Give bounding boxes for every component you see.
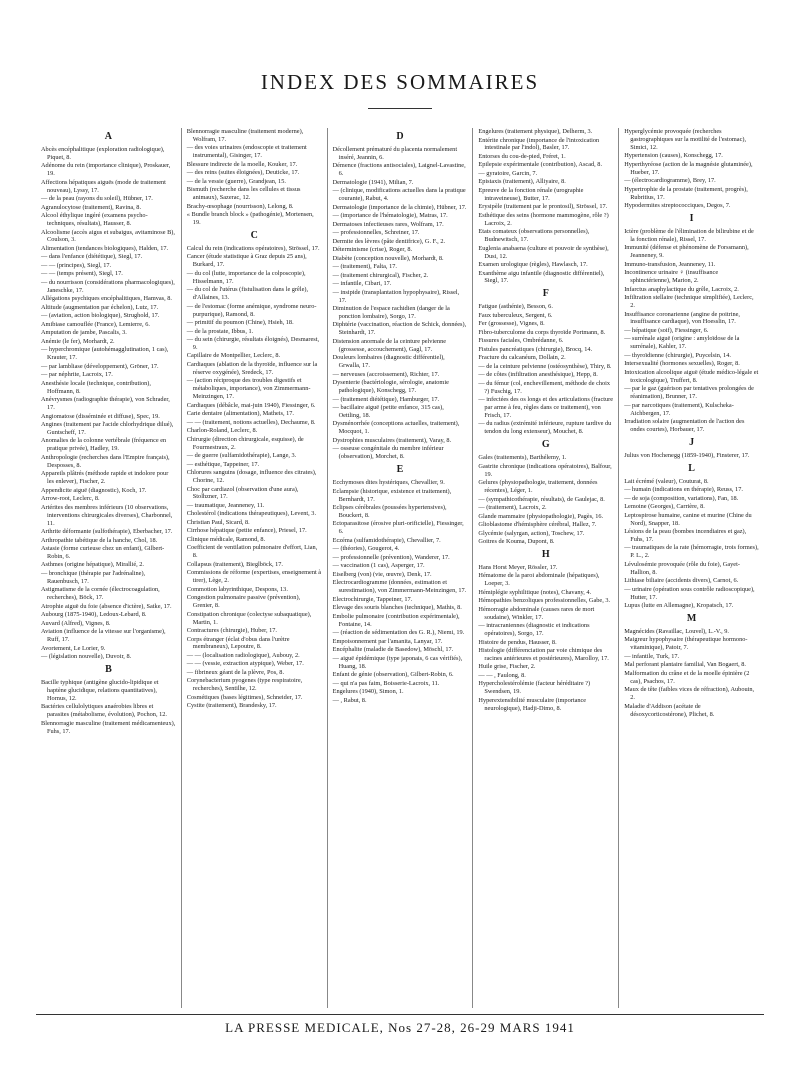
index-entry: — (traitement), Lacroix, 2. [478, 504, 547, 511]
index-entry: — de la prostate, Ibbus, 1. [186, 327, 254, 335]
index-column [618, 128, 764, 1008]
index-entry: — de l'estomac (forme anémique, syndrome neuro-purpurique), Ramond, 8. [186, 302, 317, 318]
index-entry: Fibro-tuberculome du corps thyroïde Portmann, 8. [478, 328, 606, 336]
index-entry: Hyperglycémie provoquée (recherches gastrographiques sur la motilité de l'estomac), Simici, 12. [624, 128, 747, 151]
index-entry: Hypercholestérolémie (facteur héréditaire ?) Swendsen, 19. [478, 680, 591, 696]
index-entry: Elevage des souris blanches (technique), Mathis, 8. [332, 604, 462, 612]
index-entry: Diabète (conception nouvelle), Morhardt, 8. [332, 254, 444, 262]
index-entry: — — (localisation radiologique), Aubouy, 2. [186, 651, 300, 659]
index-entry: — du fémur (col, enchevillement, méthode de choix ?) Fuschig, 17. [478, 379, 611, 395]
index-entry: Malformation du crâne et de la moelle épinière (2 cas), Psachos, 17. [624, 669, 750, 685]
index-entry: Cosmétiques (bases légitimes), Schneider, 17. [186, 693, 303, 701]
index-entry: Entérite chronique (importance de l'intoxication intestinale par l'indol), Basler, 17. [478, 136, 600, 152]
index-entry: — de côtes (infiltration anesthésique), Hepp, 8. [478, 371, 598, 379]
section-letter: F [542, 288, 549, 300]
index-entry: — par narcotiques (traitement), Kulscheka-Aichbergen, 17. [624, 401, 734, 417]
index-entry: Abcès encéphalitique (exploration radiologique), Piquet, 8. [41, 145, 165, 161]
index-entry: — par le gaz (guérison par tentatives prolongées de réanimation), Brunner, 17. [624, 385, 754, 401]
index-entry: — bacillaire aiguë (petite enfance, 315 cas), Oettling, 18. [332, 404, 444, 419]
section-letter: D [396, 131, 404, 142]
index-entry: Glycémie (salyrgan, action), Toschew, 17. [478, 529, 585, 537]
index-entry: Gales (traitements), Barthélemy, 1. [478, 454, 567, 462]
index-entry: Dystrophies musculaires (traitement), Varay, 8. [332, 436, 452, 444]
index-column [472, 128, 618, 1008]
index-entry: Julius von Hochenegg (1859-1940), Finsterer, 17. [624, 451, 750, 459]
index-entry: Cardiaques (débâcle, mai-juin 1940), Fiessinger, 6. [186, 401, 316, 409]
index-entry: Immuno-transfusion, Jeanneney, 11. [624, 260, 716, 268]
index-entry: — de la ceinture pelvienne (ostéosynthèse), Thiry, 8. [478, 362, 612, 370]
index-entry: Exanthème aigu infantile (diagnostic différentiel), Siegl, 17. [478, 269, 605, 285]
index-entry: — infantile, Turk, 17. [624, 652, 680, 660]
index-entry: Lévulosémie provoquée (rôle du foie), Gayet-Hallion, 8. [624, 560, 740, 576]
index-entry: Appareils plâtrés (méthode rapide et indolore pour les enlever), Fischer, 2. [41, 470, 169, 486]
index-entry: — par néphrite, Lacroix, 17. [41, 371, 113, 379]
index-column [181, 128, 327, 1008]
index-entry: Astigmatisme de la cornée (électrocoagulation, recherches), Böck, 17. [41, 586, 160, 602]
index-entry: — bronchique (thérapie par l'adrénaline), Rauenbusch, 17. [41, 569, 146, 585]
index-entry: Dysménorrhée (conceptions actuelles, traitement), Mocquot, 1. [332, 420, 460, 436]
index-entry: Auvard (Alfred), Vignes, 8. [41, 619, 111, 627]
index-entry: Arthropathie tabétique de la hanche, Chol, 18. [41, 536, 158, 544]
index-entry: Hypodermites streptococciques, Degos, 7. [624, 202, 731, 210]
index-entry: Dermite des lèvres (pâte dentifrice), G. F., 2. [332, 237, 446, 245]
index-entry: Anomalies de la colonne vertébrale (fréquence en pratique privée), Hadley, 19. [41, 437, 167, 453]
index-entry: Aviation (influence de la vitesse sur l'organisme), Ruff, 17. [41, 628, 166, 644]
index-entry: — par lambliase (développement), Gröner, 17. [41, 362, 159, 370]
index-entry: — des voies urinaires (endoscopie et traitement instrumental), Gisinger, 17. [186, 144, 307, 160]
index-entry: Electrochirurgie, Tappeiner, 17. [332, 595, 413, 603]
index-entry: Diphtérie (vaccination, réaction de Schick, données), Steinhardt, 17. [332, 321, 467, 337]
index-entry: Faux tuberculeux, Sergent, 6. [478, 311, 553, 319]
index-entry: Hyperextensibilité musculaire (importance neurologique), Hadji-Dimo, 8. [478, 696, 587, 712]
index-entry: Glande mammaire (physiopathologie), Pagès, 16. [478, 512, 604, 520]
index-entry: « Bundle branch block » (pathogénie), Mortensen, 19. [186, 211, 314, 227]
index-entry: Appendicite aiguë (diagnostic), Koch, 17. [41, 486, 147, 494]
index-entry: — de soja (composition, variations), Fan, 18. [624, 494, 739, 502]
index-entry: Fracture du calcanéum, Dollain, 2. [478, 354, 566, 362]
index-entry: Maigreur hypophysaire (thérapeutique hormono-vitaminique), Patoir, 7. [624, 636, 748, 652]
index-entry: Constipation chronique (colectyse subaquatique), Martin, 1. [186, 610, 312, 626]
index-entry: — professionnelles, Schreiner, 17. [332, 229, 420, 237]
index-entry: Histoire de pendus, Hausser, 8. [478, 638, 557, 646]
index-entry: — fibrineux géant de la plèvre, Pos, 8. [186, 668, 285, 676]
index-entry: Arrow-root, Leclerc, 8. [41, 495, 100, 503]
index-entry: Lithiase biliaire (accidents divers), Carnot, 6. [624, 577, 739, 585]
index-entry: Cystite (traitement), Brandesky, 17. [186, 702, 277, 710]
index-entry: — — (vessie, extraction atypique), Weber, 17. [186, 660, 304, 668]
index-entry: Hématome de la paroi abdominale (hépatiques), Loeper, 3. [478, 572, 600, 588]
section-letter: E [396, 464, 404, 476]
index-entry: Ectoparasitose (érosive pluri-orificielle), Fiessinger, 6. [332, 520, 464, 536]
index-entry: Goitres de Kouma, Dupont, 8. [478, 538, 555, 545]
index-entry: Infarctus anaphylactique du grêle, Lacroix, 2. [624, 285, 739, 293]
index-entry: — du radius (extrémité inférieure, rupture tardive du tendon du long extenseur), Mouchet, 8. [478, 420, 612, 436]
index-entry: Esthétique des seins (hormone mammogène, rôle ?) Lacroix, 2. [478, 211, 609, 227]
index-entry: Epistaxis (traitement), Alliyaire, 8. [478, 178, 566, 186]
index-entry: Cholestérol (indications thérapeutiques), Levent, 3. [186, 510, 317, 518]
index-entry: — — (traitement, notions actuelles), Dechaume, 8. [186, 418, 316, 426]
index-entry: Décollement prématuré du placenta normalement inséré, Jeannin, 6. [332, 145, 458, 161]
index-entry: Eczéma (sulfamidothérapie), Chevallier, 7. [332, 536, 441, 544]
index-entry: — du col de l'utérus (fistulisation dans le grêle), d'Allaines, 13. [186, 286, 309, 302]
index-entry: — surrénale aiguë (origine : amyloïdose de la surrénale), Kahler, 17. [624, 335, 740, 351]
section-letter: J [689, 436, 695, 448]
index-entry: Allégations psychiques encéphalitiques, Hamvas, 8. [41, 295, 172, 303]
index-entry: Lemoine (Georges), Carrière, 8. [624, 503, 705, 511]
page-footer: LA PRESSE MEDICALE, Nos 27-28, 26-29 MARS 1941 [225, 1020, 575, 1035]
index-entry: — insipide (transplantation hypophysaire), Rissel, 17. [332, 288, 460, 304]
index-entry: — (traitement diététique), Hamburger, 17. [332, 395, 440, 403]
index-entry: Engelures (1940), Simon, 1. [332, 688, 404, 696]
index-entry: Cancer (étude statistique à Graz depuis 25 ans), Burkard, 17. [186, 253, 307, 269]
index-entry: Altitude (augmentation par échelon), Lutz, 17. [41, 303, 159, 311]
index-entry: Atrophie aiguë du foie (absence d'ictère), Satke, 17. [41, 602, 172, 610]
index-entry: Alimentation (tendances biologiques), Halden, 17. [41, 244, 169, 252]
index-entry: Eclampsie (historique, existence et traitement), Bernhardt, 17. [332, 487, 452, 503]
index-entry: Fistules pancréatiques (chirurgie), Brocq, 14. [478, 345, 593, 353]
index-entry: Aubourg (1875-1940), Ledoux-Lebard, 8. [41, 611, 147, 619]
index-entry: Commotion labyrinthique, Despons, 13. [186, 585, 288, 593]
index-entry: Immunité (défense et phénomène de Forssmann), Jeanneney, 9. [624, 244, 749, 260]
index-entry: Hémorragie abdominale (causes rares de mort soudaine), Winkler, 17. [478, 605, 595, 621]
index-entry: — — (temps présent), Siegl, 17. [41, 270, 123, 278]
index-entry: Anémie (le fer), Morhardt, 2. [41, 337, 115, 345]
index-entry: Hypertrophie de la prostate (traitement, progrès), Rubritius, 17. [624, 185, 748, 201]
index-entry: Hémiplégie syphilitique (notes), Chavany, 4. [478, 588, 592, 596]
index-entry: — osseuse congénitale du membre inférieur (observation), Morchet, 8. [332, 445, 444, 461]
index-entry: Distension anormale de la ceinture pelvienne (grossesse, accouchement), Gagl, 17. [332, 337, 447, 353]
section-letter: L [688, 462, 695, 474]
index-entry: — infectées des os longs et des articulations (fracture par arme à feu, règles dans ce traitement), von Frisch, 17. [478, 396, 614, 419]
index-entry: Angines (traitement par l'acide chlorhydrique dilué), Guntscheff, 17. [41, 421, 174, 436]
index-entry: Histologie (différenciation par voie chimique des racines antérieures et postérieures), Marolloy, 17. [478, 647, 609, 662]
page-title: INDEX DES SOMMAIRES [260, 70, 540, 94]
index-entry: Infiltration stellaire (technique simplifiée), Leclerc, 2. [624, 294, 754, 310]
index-entry: Huile grise, Fischer, 2. [478, 663, 536, 671]
index-entry: Examen urologique (règles), Hawlasch, 17. [478, 261, 588, 269]
index-entry: Etats comateux (observations personnelles), Budnewitsch, 17. [478, 228, 590, 244]
index-entry: Hypertension (causes), Konschegg, 17. [624, 152, 723, 160]
index-entry: Embolie pulmonaire (contribution expérimentale), Fontaine, 14. [332, 612, 460, 628]
index-entry: Fer (grossesse), Vignes, 8. [478, 320, 545, 328]
index-entry: Engelures (traitement physique), Delherm, 3. [478, 128, 593, 135]
index-entry: Erysipèle (traitement par le prontosil), Strössel, 17. [478, 203, 608, 211]
index-entry: — (sympathicothérapie, résultats), de Gaulejac, 8. [478, 495, 605, 503]
index-entry: Alcool éthylique ingéré (examens psycho-techniques, résultats), Hausser, 8. [41, 212, 148, 228]
section-letter: I [689, 213, 694, 225]
index-entry: — aiguë épidémique (type japonais, 6 cas vérifiés), Huang, 18. [332, 654, 463, 670]
index-entry: — (théories), Gougerot, 4. [332, 545, 400, 553]
index-entry: — hépatique (soif), Fiessinger, 6. [624, 326, 709, 334]
index-entry: — (aviation, action biologique), Strughold, 17. [41, 312, 160, 320]
index-entry: Eclipses cérébrales (poussées hypertensives), Bouckert, 8. [332, 504, 447, 519]
index-entry: Magnécides (Ravaillac, Louvel), L.-V., 9. [624, 627, 729, 635]
index-entry: — (action réciproque des troubles digestifs et métaboliques, importance), von Zimmermann-Meinzingen, 17. [186, 377, 311, 401]
index-entry: — (traitement chirurgical), Fischer, 2. [332, 271, 429, 279]
index-entry: Clinique médicale, Ramond, 8. [186, 535, 266, 543]
index-entry: Amputation de jambe, Pascalis, 3. [41, 329, 127, 337]
index-entry: — nerveuses (accroissement), Richter, 17. [332, 370, 440, 378]
index-entry: Calcul du rein (indications opératoires), Strössel, 17. [186, 244, 320, 252]
index-entry: Anévrysmes (radiographie thérapie), von Schrader, 17. [41, 396, 170, 412]
index-entry: Irradiation solaire (augmentation de l'action des ondes courtes), Horbauer, 17. [624, 418, 745, 433]
index-entry: — (traitement), Falta, 17. [332, 263, 397, 271]
index-entry: Asthmes (origine hépatique), Mirallié, 2. [41, 561, 144, 569]
index-entry: Christian Paul, Sicard, 8. [186, 518, 250, 526]
index-entry: Intersexualité (hormones sexuelles), Roger, 8. [624, 360, 740, 368]
index-entry: — hyperchromique (autohémagglutination, 1 cas), Krauter, 17. [41, 346, 169, 362]
index-entry: Glioblastome d'hémisphère cérébral, Hallez, 7. [478, 521, 597, 528]
index-entry: — professionnelle (prévention), Wanderer, 17. [332, 553, 450, 561]
index-entry: — thyroïdienne (chirurgie), Puycelsin, 14. [624, 351, 731, 359]
index-entry: — de guerre (sulfamidothérapie), Lange, 3. [186, 452, 297, 460]
index-entry: Collapsus (traitement), Bieglböck, 17. [186, 560, 283, 568]
index-entry: Ecchymoses dites hystériques, Chevallier, 9. [332, 479, 445, 487]
index-entry: — intracraniennes (diagnostic et indications opératoires), Sorgo, 17. [478, 622, 590, 638]
index-entry: Leptospirose humaine, canine et murine (Chine du Nord), Snapper, 18. [624, 511, 752, 527]
index-entry: Dermatoses infectieuses rares, Wolfram, 17. [332, 220, 444, 228]
index-entry: Electrocardiogramme (données, estimation et surestimation), von Zimmermann-Meinzingen, 17. [332, 579, 467, 595]
index-entry: Corynebacterium pyogenes (type respiratoire, recherches), Sentilhe, 12. [186, 677, 303, 693]
index-entry: — dans l'enfance (diététique), Siegl, 17. [41, 253, 143, 261]
index-entry: Encéphalite (maladie de Basedow), Möschl, 17. [332, 646, 454, 654]
index-entry: — primitif du poumon (Chine), Hsieh, 18. [186, 319, 294, 327]
index-entry: Chlorures sanguins (dosage, influence des citrates), Chorine, 12. [186, 469, 317, 484]
index-entry: Choc par cardiazol (observation d'une aura), Stolhzner, 17. [186, 485, 299, 501]
section-letter: G [541, 439, 550, 451]
index-entry: Maux de tête (faibles vices de réfraction), Aubouin, 2. [624, 686, 755, 702]
index-entry: Alcoolisme (accès aigus et subaigus, avitaminose B), Coulson, 3. [41, 228, 175, 244]
index-entry: Affections hépatiques aiguës (mode de traitement nouveau), Lyssy, 17. [41, 178, 166, 194]
index-entry: Fissures faciales, Ombrédanne, 6. [478, 337, 564, 345]
index-entry: Maladie d'Addison (acétate de désoxycorticostérone), Plichet, 8. [624, 702, 715, 718]
index-entry: — urinaire (opération sous contrôle radioscopique), Hutter, 17. [624, 585, 755, 601]
index-entry: Brachy-œsophage (nourrisson), Lelong, 8. [186, 202, 294, 210]
section-letter: M [686, 613, 697, 625]
index-entry: Douleurs lombaires (diagnostic différentiel), Grwalla, 17. [332, 354, 445, 370]
index-entry: Dermatologie (importance de la chimie), Hübner, 17. [332, 203, 467, 211]
index-entry: Agranulocytose (traitement), Ravina, 8. [41, 203, 142, 211]
index-entry: Capillaire de Montpellier, Leclerc, 8. [186, 352, 281, 360]
index-entry: Adénome du rein (importance clinique), Proskauer, 19. [41, 162, 171, 178]
index-entry: Contractures (chirurgie), Huber, 17. [186, 627, 278, 635]
index-entry: Lupus (lutte en Allemagne), Kropatsch, 17. [624, 602, 734, 610]
index-entry: Empoisonnement par l'amanita, Lanyar, 17. [332, 637, 443, 645]
index-entry: Astasie (forme curieuse chez un enfant), Gilbert-Robin, 6. [41, 545, 165, 560]
index-entry: Mal perforant plantaire familial, Van Bogaert, 8. [624, 661, 746, 669]
index-entry: Dermatologie (1941), Milian, 7. [332, 178, 414, 186]
index-entry: Lésions de la peau (bombes incendiaires et gaz), Fuhs, 17. [624, 528, 747, 543]
index-entry: — de la peau (rayons du soleil), Hübner, 17. [41, 195, 153, 203]
index-entry: — des reins (suites éloignées), Deuticke, 17. [186, 169, 300, 177]
index-entry: Anesthésie locale (technique, contribution), Hoffmann, 8. [41, 379, 151, 395]
index-entry: Carie dentaire (alimentation), Matheis, 17. [186, 410, 294, 418]
index-entry: — traumatique, Jeanneney, 11. [186, 501, 265, 509]
index-column [327, 128, 473, 1008]
index-entry: Epreuve de la fonction rénale (urographie intraveineuse), Butter, 17. [478, 186, 584, 202]
index-entry: — (réaction de sédimentation des G. R.), Niemi, 19. [332, 629, 465, 637]
index-entry: Corps étranger (éclat d'obus dans l'urètre membraneux), Lepoutre, 8. [186, 635, 290, 651]
index-entry: — du nourrisson (considérations pharmacologiques), Janeschke, 17. [41, 278, 175, 294]
index-entry: Eiselberg (von) (vie, œuvre), Denk, 17. [332, 570, 432, 578]
footer-divider [36, 1014, 764, 1015]
index-column [36, 128, 181, 1008]
index-entry: Déterminisme (crise), Roger, 8. [332, 246, 413, 254]
index-entry: — qui n'a pas faim, Boisserie-Lacroix, 11. [332, 679, 440, 687]
index-entry: — — , Faulong, 8. [478, 671, 526, 679]
index-entry: Coefficient de ventilation pulmonaire d'effort, Lian, 8. [186, 544, 318, 560]
index-columns [36, 128, 764, 1008]
index-entry: — vaccination (1 cas), Asperger, 17. [332, 562, 425, 570]
index-entry: Enfant de génie (observation), Gilbert-Robin, 6. [332, 671, 454, 679]
index-entry: Hans Horst Meyer, Rössler, 17. [478, 563, 558, 571]
index-entry: Artérites des membres inférieurs (10 observations, interventions chirurgicales diverses), Charbonnel, 11. [41, 503, 173, 527]
index-entry: Angiomatose (disséminée et diffuse), Spec, 19. [41, 412, 160, 420]
index-entry: — du sein (chirurgie, résultats éloignés), Desmarest, 9. [186, 336, 320, 351]
index-entry: — — (principes), Siegl, 17. [41, 261, 112, 269]
index-entry: Epilepsie expérimentale (contribution), Ascad, 8. [478, 161, 603, 169]
index-entry: Gelures (physiopathologie, traitement, données récentes), Léger, 1. [478, 479, 598, 494]
index-entry: Commissions de réforme (expertises, enseignement à tirer), Lège, 2. [186, 569, 322, 585]
index-entry: Fatigue (asthénie), Besson, 6. [478, 303, 553, 311]
index-entry: Gastrite chronique (indications opératoires), Balfour, 19. [478, 462, 612, 478]
index-entry: Blennorragie masculine (traitement médicamenteux), Fuhs, 17. [41, 719, 176, 735]
index-entry: Anthropologie (recherches dans l'Empire français), Desposses, 8. [41, 453, 170, 469]
index-entry: Ictère (problème de l'élimination de bilirubine et de la fonction rénale), Rissel, 17. [624, 227, 754, 243]
index-entry: Avortement, Le Lorier, 9. [41, 644, 106, 652]
index-entry: Bactéries cellulolytiques anaérobies libres et parasites (métabolisme, évolution), Pochon, 12. [41, 703, 167, 719]
index-entry: Congestion pulmonaire passive (prévention), Grenier, 8. [186, 594, 301, 610]
index-entry: Blennorragie masculine (traitement moderne), Wolfram, 17. [186, 128, 304, 143]
index-entry: Amibiase camouflée (France), Lemierre, 6. [41, 320, 150, 328]
index-entry: Intoxication alcoolique aiguë (étude médico-légale et toxicologique), Truffert, 8. [624, 368, 759, 384]
index-entry: Hémopathies benzoliques professionnelles, Gabe, 3. [478, 597, 611, 605]
index-entry: Arthrite déformante (sulfothérapie), Eberbacher, 17. [41, 528, 173, 535]
index-entry: Diminution de l'espace rachidien (danger de la ponction lombaire), Sorgo, 17. [332, 305, 450, 320]
index-entry: — esthétique, Tappeiner, 17. [186, 460, 260, 468]
index-entry: — traumatiques de la rate (hémorragie, trois formes), P. L., 2. [624, 544, 759, 560]
index-entry: Insuffisance coronarienne (angine de poitrine, insuffisance cardiaque), von Hoesslin, 17. [624, 310, 740, 326]
index-entry: Dysenterie (bactériologie, sérologie, anatomie pathologique), Konschegg, 17. [332, 379, 449, 395]
index-entry: Démence (fractions antisociales), Laignel-Lavastine, 6. [332, 162, 466, 178]
index-entry: Cardiaques (ablation de la thyroïde, influence sur la réserve oxygénée), Sredeck, 17. [186, 360, 318, 376]
index-entry: Chirurgie (direction chirurgicale, esquisse), de Fourmestraux, 2. [186, 435, 304, 451]
index-entry: Bacille typhique (antigène glucido-lipidique et haptène glucidique, relations quantitatives), Hornus, 12. [41, 678, 159, 702]
index-entry: — de la vessie (guerre), Grandjean, 15. [186, 177, 286, 185]
index-entry: Lait écrémé (valeur), Couturat, 8. [624, 477, 709, 485]
title-divider [368, 108, 432, 109]
index-entry: — (électrocardiogramme), Brey, 17. [624, 177, 716, 185]
index-entry: Charlon-Roland, Leclerc, 8. [186, 427, 258, 435]
index-entry: Euglenia anabaena (culture et pouvoir de synthèse), Dusi, 12. [478, 244, 609, 260]
index-entry: — (législation nouvelle), Duvoir, 8. [41, 653, 132, 661]
index-entry: Hyperthyréose (action de la magnésie glutaminée), Hueber, 17. [624, 160, 753, 176]
index-entry: — (importance de l'hématologie), Matras, 17. [332, 212, 448, 220]
index-entry: — (clinique, modifications actuelles dans la pratique courante), Rabut, 4. [332, 187, 466, 203]
index-entry: Bismuth (recherche dans les cellules et tissus animaux), Sazerac, 12. [186, 186, 301, 202]
index-entry: — , Rabut, 8. [332, 696, 367, 704]
index-entry: Blessure indirecte de la moelle, Kouker, 17. [186, 160, 298, 168]
index-entry: Entorses du cou-de-pied, Fréret, 1. [478, 152, 566, 160]
index-entry: — du col (lutte, importance de la colposcopie), Hisselmann, 17. [186, 269, 306, 285]
index-entry: Incontinence urinaire ♀ (insuffisance sphinctérienne), Marion, 2. [624, 269, 719, 285]
index-entry: Cirrhose hépatique (petite enfance), Priesel, 17. [186, 527, 307, 535]
section-letter: A [104, 131, 113, 142]
section-letter: H [541, 548, 550, 560]
section-letter: C [250, 230, 258, 242]
index-entry: — gyratoire, Garcin, 7. [478, 169, 538, 177]
index-entry: — infantile, Cibari, 17. [332, 280, 392, 288]
index-entry: — humain (indications en thérapie), Reuss, 17. [624, 486, 743, 494]
section-letter: B [105, 664, 112, 676]
